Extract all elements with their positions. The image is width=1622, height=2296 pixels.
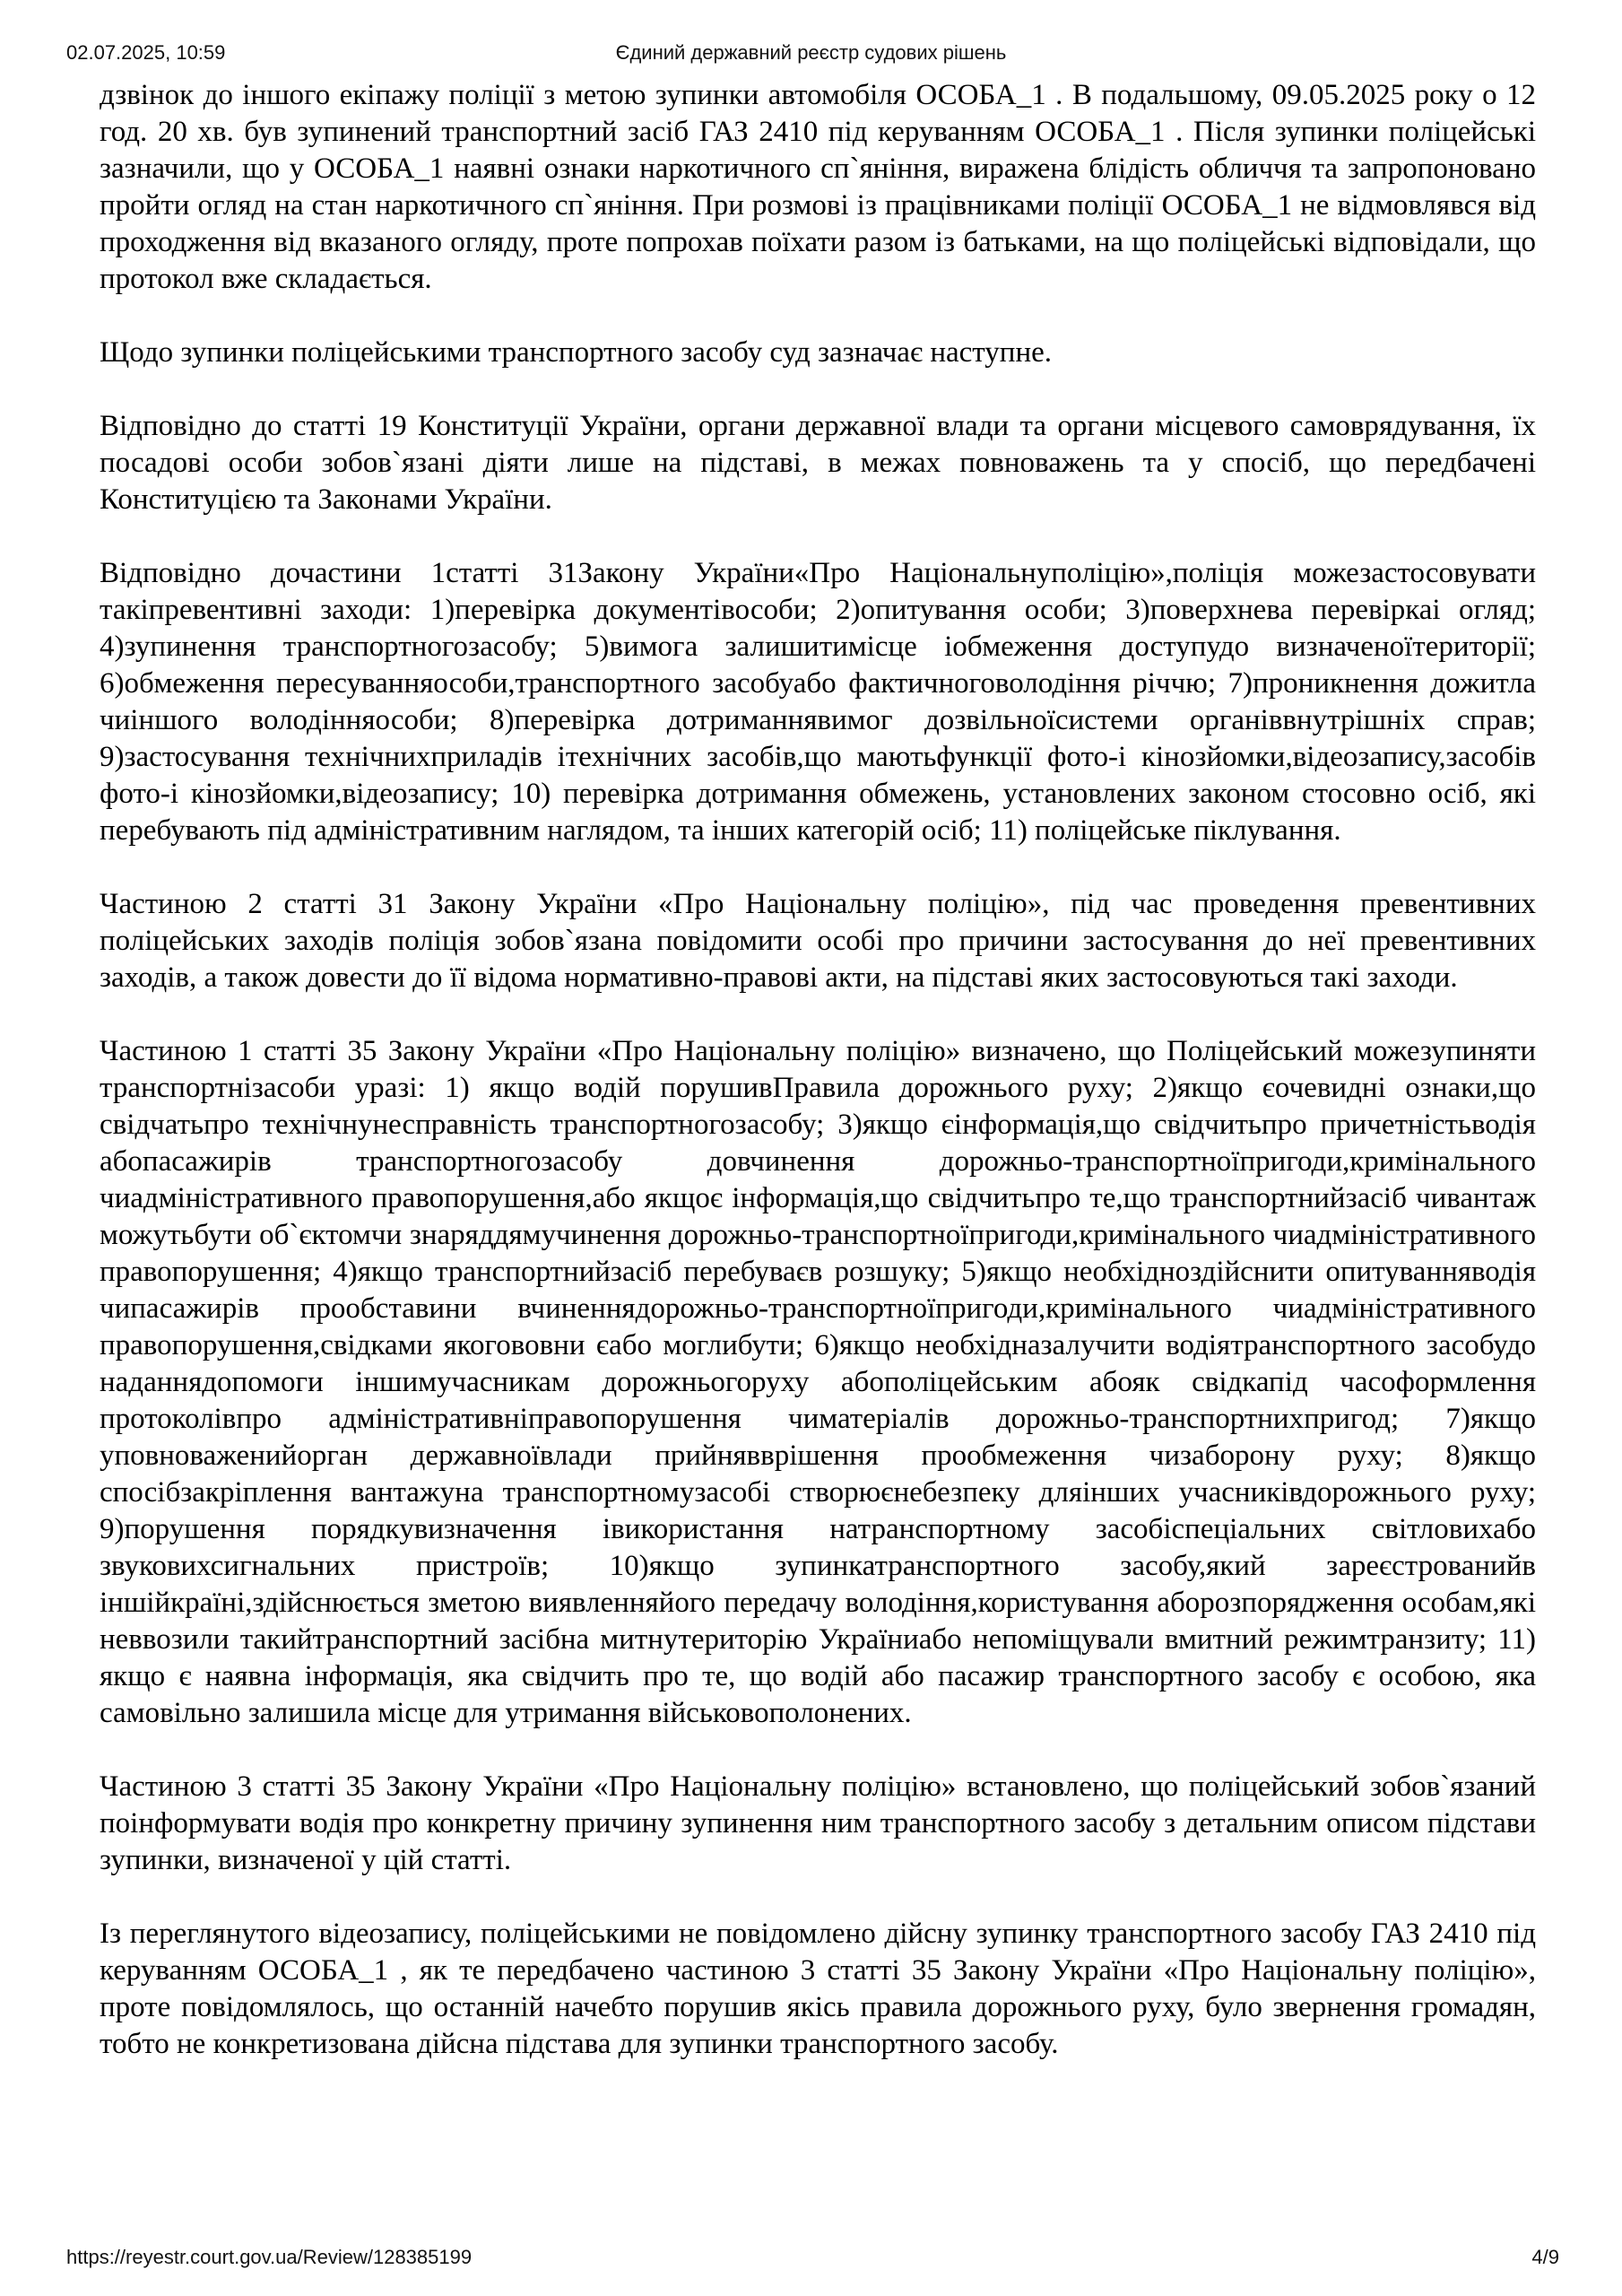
paragraph-court-notes: Щодо зупинки поліцейськими транспортного засобу суд зазначає наступне.: [100, 336, 1053, 369]
page-number: 4/9: [1531, 2246, 1559, 2268]
source-url-link[interactable]: https://reyestr.court.gov.ua/Review/128385199: [66, 2246, 473, 2268]
paragraph-police-law-art35-p3: Частиною 3 статті 35 Закону України «Про Національну поліцію» встановлено, що поліцейський зобов`язаний поінформувати водія про конкретну причину зупинення ним транспортного засобу з детальним описом підстави зупинки, визначеної у цій статті.: [100, 1770, 1536, 1876]
document-title: Єдиний державний реєстр судових рішень: [615, 41, 1007, 64]
paragraph-video-review: Із переглянутого відеозапису, поліцейськими не повідомлено дійсну зупинку транспортного засобу ГАЗ 2410 під керуванням ОСОБА_1 , як те передбачено частиною 3 статті 35 Закону України «Про Національну поліцію», проте повідомлялось, що останній начебто порушив якісь правила дорожнього руху, було звернення громадян, тобто не конкретизована дійсна підстава для зупинки транспортного засобу.: [100, 1918, 1536, 2060]
paragraph-intro-continuation: дзвінок до іншого екіпажу поліції з метою зупинки автомобіля ОСОБА_1 . В подальшому, 09.05.2025 року о 12 год. 20 хв. був зупинений транспортний засіб ГАЗ 2410 під керуванням ОСОБА_1 . Після зупинки поліцейські зазначили, що у ОСОБА_1 наявні ознаки наркотичного сп`яніння, виражена блідість обличчя та запропоновано пройти огляд на стан наркотичного сп`яніння. При розмові із працівниками поліції ОСОБА_1 не відмовлявся від проходження від вказаного огляду, проте попрохав поїхати разом із батьками, на що поліцейські відповідали, що протокол вже складається.: [100, 79, 1536, 295]
paragraph-police-law-art31-p1: Відповідно дочастини 1статті 31Закону України«Про Національнуполіцію»,поліція можезастосовувати такіпревентивні заходи: 1)перевірка документівособи; 2)опитування особи; 3)поверхнева перевіркаі огляд; 4)зупинення транспортногозасобу; 5)вимога залишитимісце іобмеження доступудо визначеноїтериторії; 6)обмеження пересуванняособи,транспортного засобуабо фактичноговолодіння річчю; 7)проникнення дожитла чиіншого володінняособи; 8)перевірка дотриманнявимог дозвільноїсистеми органіввнутрішніх справ; 9)застосування технічнихприладів ітехнічних засобів,що маютьфункції фото-і кінозйомки,відеозапису,засобів фото-і кінозйомки,відеозапису; 10) перевірка дотримання обмежень, установлених законом стосовно осіб, які перебувають під адміністративним наглядом, та інших категорій осіб; 11) поліцейське піклування.: [100, 557, 1536, 847]
document-body: [100, 77, 1536, 2063]
paragraph-police-law-art35-p1: Частиною 1 статті 35 Закону України «Про Національну поліцію» визначено, що Поліцейський можезупиняти транспортнізасоби уразі: 1) якщо водій порушивПравила дорожнього руху; 2)якщо єочевидні ознаки,що свідчатьпро технічнунесправність транспортногозасобу; 3)якщо єінформація,що свідчитьпро причетністьводія абопасажирів транспортногозасобу довчинення дорожньо-транспортноїпригоди,кримінального чиадміністративного правопорушення,або якщоє інформація,що свідчитьпро те,що транспортнийзасіб чивантаж можутьбути об`єктомчи знаряддямучинення дорожньо-транспортноїпригоди,кримінального чиадміністративного правопорушення; 4)якщо транспортнийзасіб перебуваєв розшуку; 5)якщо необхідноздійснити опитуванняводія чипасажирів прообставини вчиненнядорожньо-транспортноїпригоди,кримінального чиадміністративного правопорушення,свідками якогововни єабо моглибути; 6)якщо необхідназалучити водіятранспортного засобудо наданнядопомоги іншимучасникам дорожньогоруху абополіцейським абояк свідкапід часоформлення протоколівпро адміністративніправопорушення чиматеріалів дорожньо-транспортнихпригод; 7)якщо уповноваженийорган державноївлади прийнявврішення прообмеження чизаборону руху; 8)якщо спосібзакріплення вантажуна транспортномузасобі створюєнебезпеку дляінших учасниківдорожнього руху; 9)порушення порядкувизначення івикористання натранспортному засобіспеціальних світловихабо звуковихсигнальних пристроїв; 10)якщо зупинкатранспортного засобу,який зареєстрованийв іншійкраїні,здійснюється зметою виявленняйого передачу володіння,користування аборозпорядження особам,які неввозили такийтранспортний засібна митнутериторію Україниабо непоміщували вмитний режимтранзиту; 11) якщо є наявна інформація, яка свідчить про те, що водій або пасажир транспортного засобу є особою, яка самовільно залишила місце для утримання військовополонених.: [100, 1035, 1536, 1729]
paragraph-constitution-art19: Відповідно до статті 19 Конституції України, органи державної влади та органи місцевого самоврядування, їх посадові особи зобов`язані діяти лише на підставі, в межах повноважень та у спосіб, що передбачені Конституцією та Законами України.: [100, 410, 1536, 516]
print-datetime: 02.07.2025, 10:59: [66, 41, 226, 64]
paragraph-police-law-art31-p2: Частиною 2 статті 31 Закону України «Про Національну поліцію», під час проведення превентивних поліцейських заходів поліція зобов`язана повідомити особі про причини застосування до неї превентивних заходів, а також довести до її відома нормативно-правові акти, на підставі яких застосовуються такі заходи.: [100, 888, 1536, 994]
